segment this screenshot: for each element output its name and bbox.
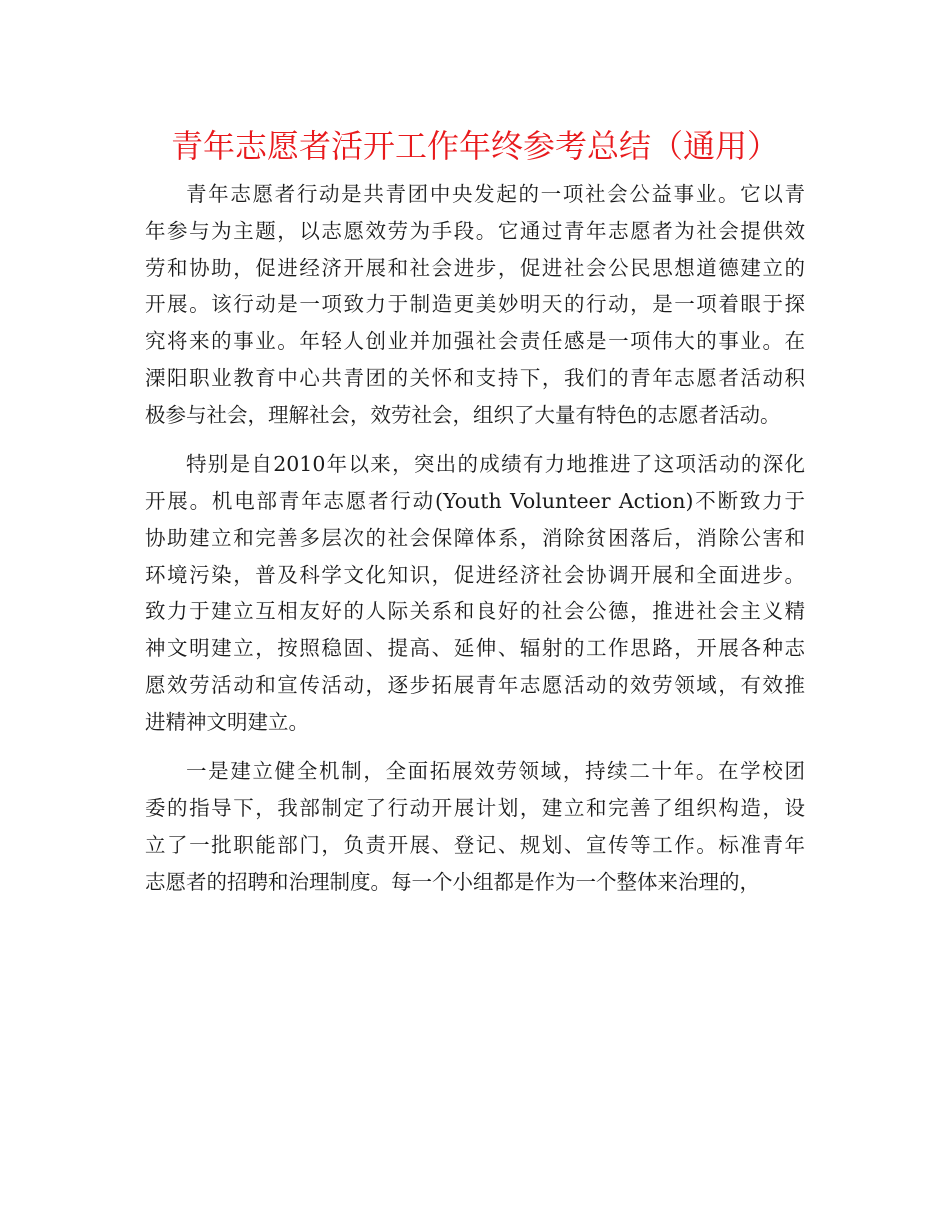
text-line: 特别是自2010年以来，突出的成绩有力地推进了这项活动的深化 [186, 452, 805, 477]
text-line: 溧阳职业教育中心共青团的关怀和支持下，我们的青年志愿者活动积 [145, 365, 805, 390]
text-line: 委的指导下，我部制定了行动开展计划，建立和完善了组织构造，设 [145, 795, 805, 820]
text-line: 致力于建立互相友好的人际关系和良好的社会公德，推进社会主义精 [145, 599, 805, 624]
text-line: 究将来的事业。年轻人创业并加强社会责任感是一项伟大的事业。在 [145, 329, 805, 354]
text-line: 愿效劳活动和宣传活动，逐步拓展青年志愿活动的效劳领域，有效推 [145, 672, 805, 697]
paragraph-1 [145, 176, 805, 434]
text-line: 环境污染，普及科学文化知识，促进经济社会协调开展和全面进步。 [145, 562, 805, 587]
text-line: 神文明建立，按照稳固、提高、延伸、辐射的工作思路，开展各种志 [145, 636, 805, 661]
paragraph-2 [145, 446, 805, 740]
text-line: 一是建立健全机制，全面拓展效劳领域，持续二十年。在学校团 [186, 759, 805, 784]
text-line: 立了一批职能部门，负责开展、登记、规划、宣传等工作。标准青年 [145, 832, 805, 857]
text-line: 开展。该行动是一项致力于制造更美妙明天的行动，是一项着眼于探 [145, 292, 805, 317]
document-body [145, 176, 805, 900]
text-line: 协助建立和完善多层次的社会保障体系，消除贫困落后，消除公害和 [145, 525, 805, 550]
text-line: 劳和协助，促进经济开展和社会进步，促进社会公民思想道德建立的 [145, 255, 805, 280]
text-line: 年参与为主题，以志愿效劳为手段。它通过青年志愿者为社会提供效 [145, 218, 805, 243]
text-line: 进精神文明建立。 [145, 709, 309, 734]
text-line: 志愿者的招聘和治理制度。每一个小组都是作为一个整体来治理的， [145, 869, 760, 894]
text-line: 青年志愿者行动是共青团中央发起的一项社会公益事业。它以青 [186, 182, 805, 206]
text-line: 开展。机电部青年志愿者行动(Youth Volunteer Action)不断致力于 [145, 488, 805, 513]
document-title: 青年志愿者活开工作年终参考总结（通用） [170, 127, 779, 165]
paragraph-3 [145, 753, 805, 900]
text-line: 极参与社会，理解社会，效劳社会，组织了大量有特色的志愿者活动。 [145, 402, 781, 427]
